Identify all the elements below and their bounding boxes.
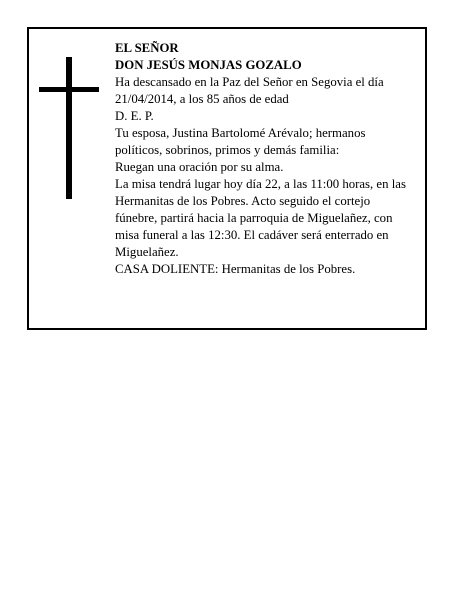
mass-details: La misa tendrá lugar hoy día 22, a las 11:00 horas, en las Hermanitas de los Pobres. Acto seguido el cortejo fúnebre, partirá hacia la parroquia de Miguelañez, con misa funeral a las 12:30. El cadáver será enterrado en Miguelañez.	[115, 177, 406, 259]
cross-horizontal-bar	[39, 87, 99, 92]
notice-title-line2: DON JESÚS MONJAS GOZALO	[115, 58, 302, 72]
obituary-notice	[27, 27, 427, 330]
cross-vertical-bar	[66, 57, 72, 199]
mourning-house: CASA DOLIENTE: Hermanitas de los Pobres.	[115, 262, 356, 276]
prayer-request: Ruegan una oración por su alma.	[115, 160, 284, 174]
notice-body	[115, 40, 415, 278]
cross-icon	[39, 57, 99, 199]
death-announcement: Ha descansado en la Paz del Señor en Segovia el día 21/04/2014, a los 85 años de edad	[115, 75, 384, 106]
family-text: Tu esposa, Justina Bartolomé Arévalo; hermanos políticos, sobrinos, primos y demás familia:	[115, 126, 366, 157]
notice-title-line1: EL SEÑOR	[115, 41, 179, 55]
rip-text: D. E. P.	[115, 109, 154, 123]
